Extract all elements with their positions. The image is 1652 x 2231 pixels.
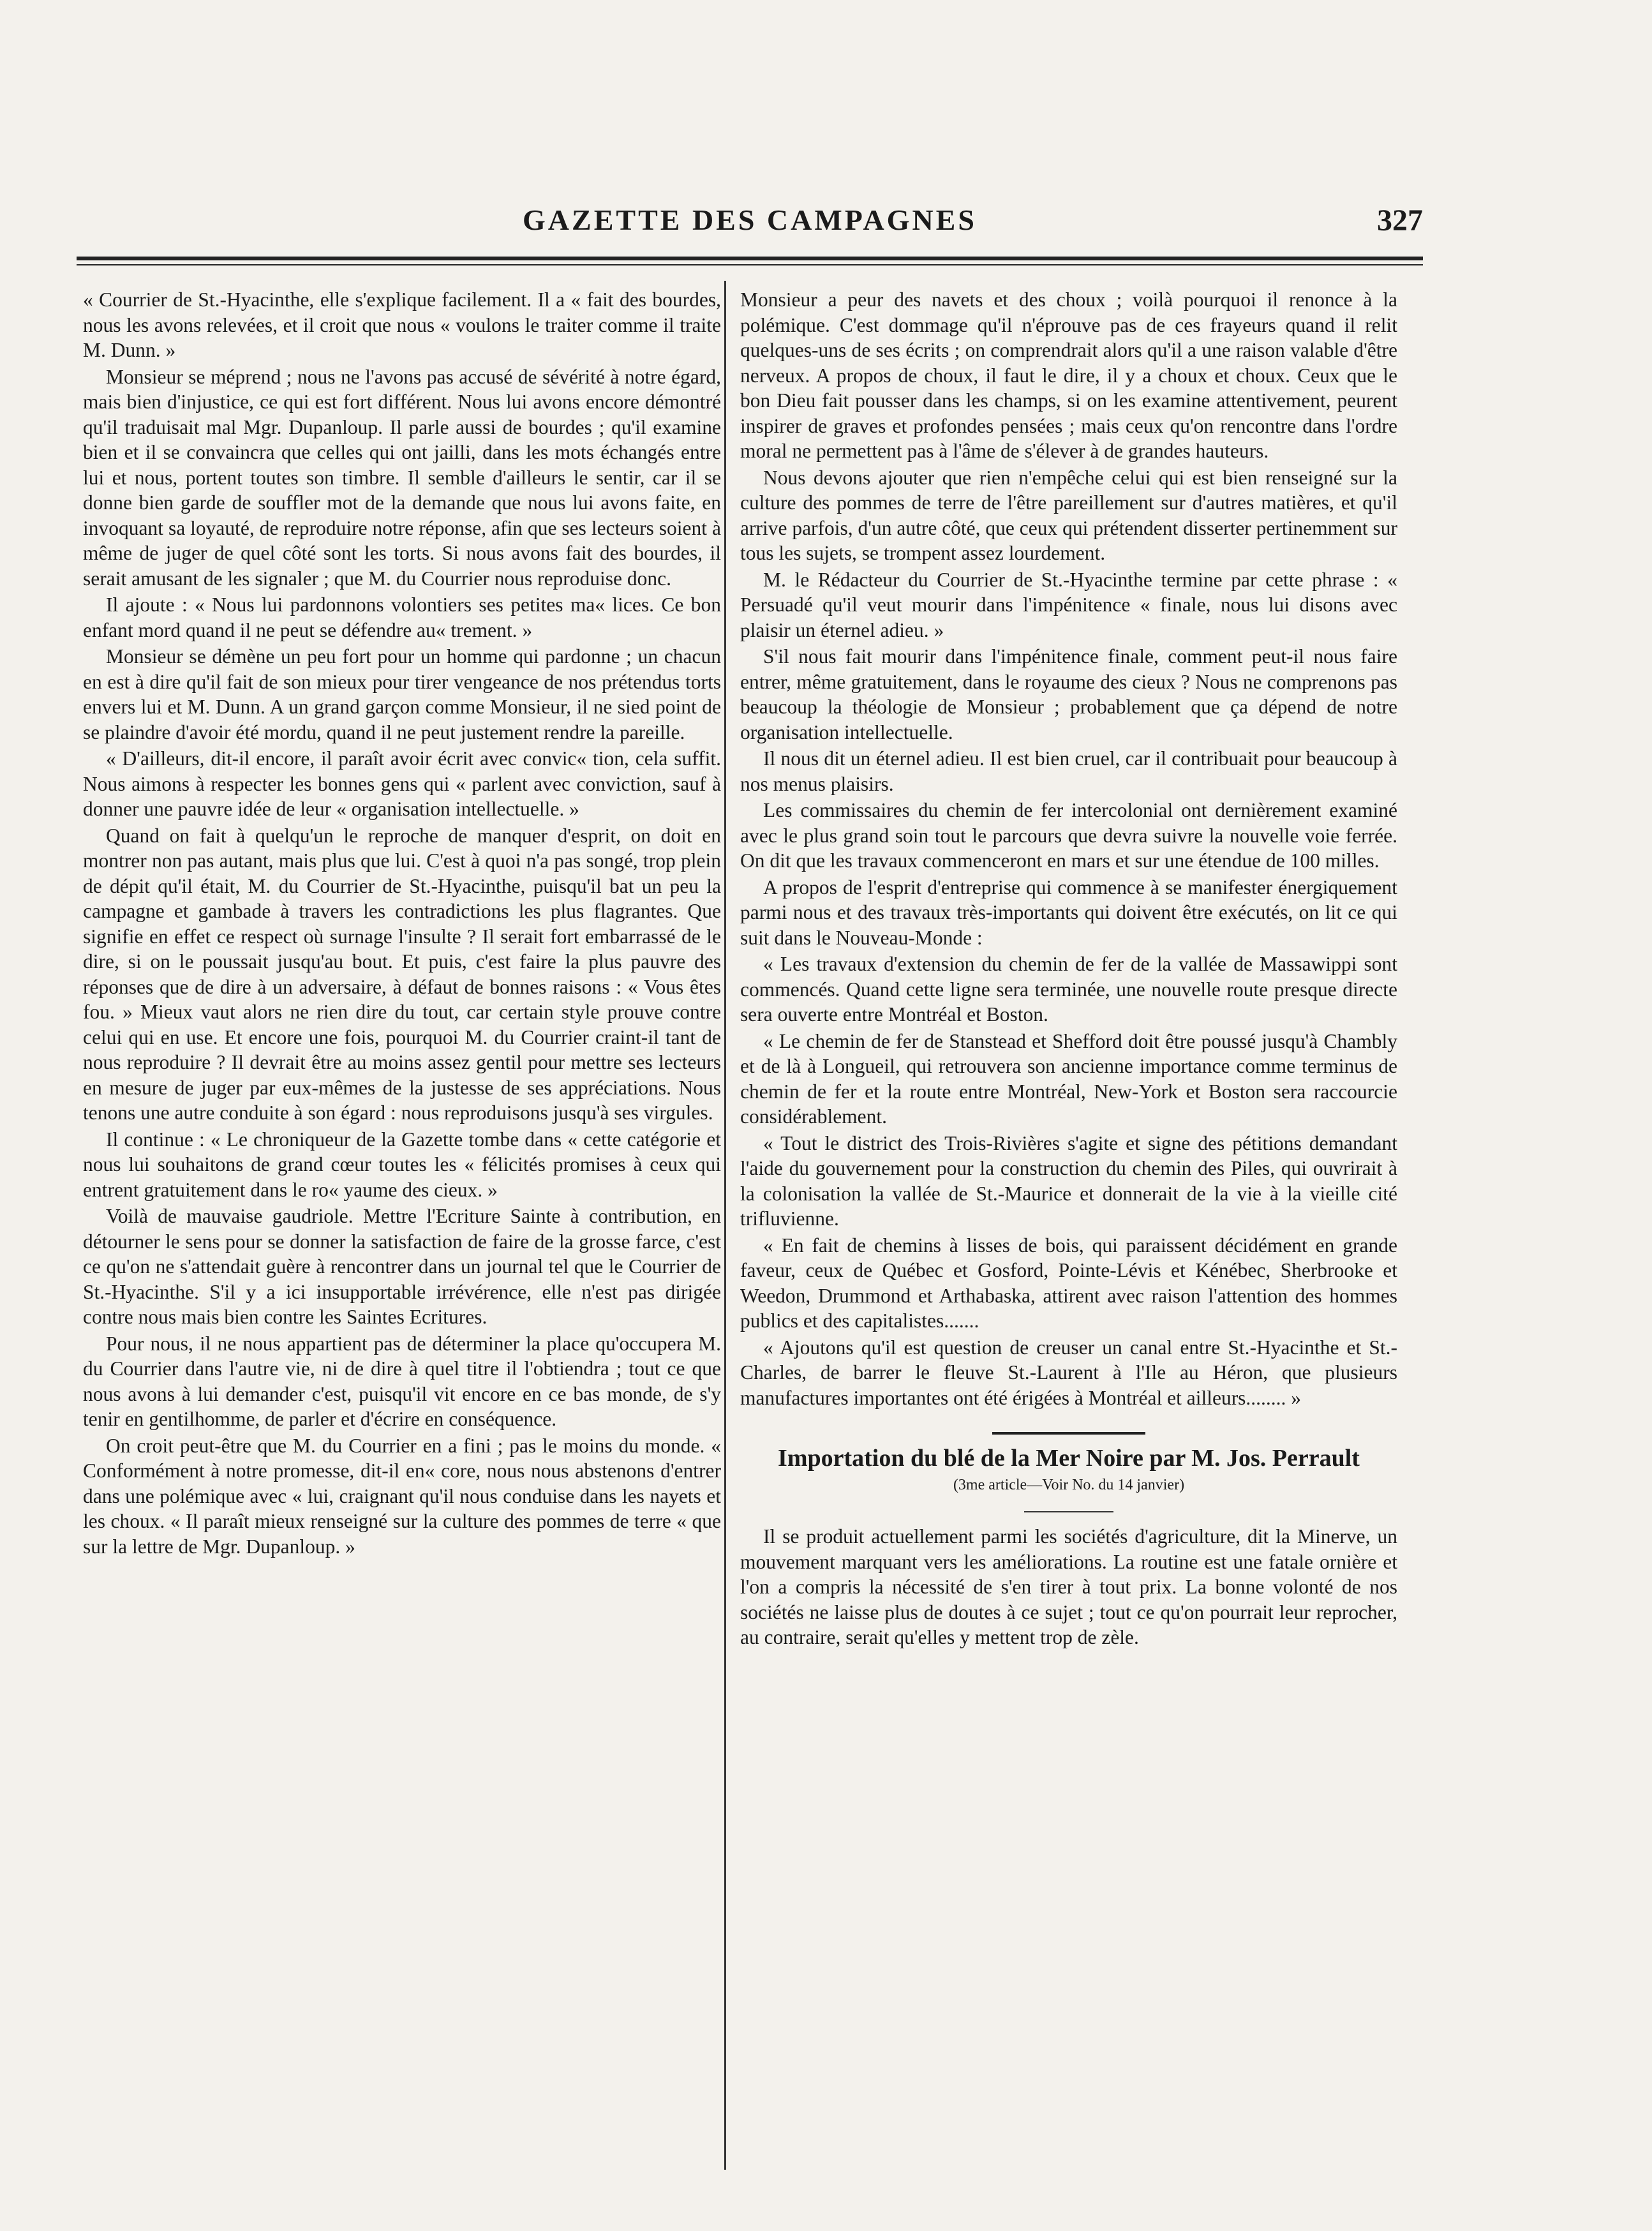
paragraph: « Courrier de St.-Hyacinthe, elle s'explique facilement. Il a « fait des bourdes, nous les avons relevées, et il croit que nous « voulons le traiter comme il traite M. Dunn. » [83, 288, 721, 361]
paragraph: « Tout le district des Trois-Rivières s'agite et signe des pétitions demandant l'aide du gouvernement pour la construction du chemin des Piles, qui ouvrirait à la colonisation la vallée de St.-Maurice et donnerait de la vie à la vieille cité trifluvienne. [740, 1131, 1397, 1230]
section-body: Il se produit actuellement parmi les sociétés d'agriculture, dit la Minerve, un mouvement marquant vers les améliorations. La routine est une fatale ornière et l'on a compris la nécessité de s'en tirer à tout prix. La bonne volonté de nos sociétés ne laisse plus de doutes à ce sujet ; tout ce qu'on pourrait leur reprocher, au contraire, serait qu'elles y mettent trop de zèle. [740, 1525, 1397, 1648]
section-title: Importation du blé de la Mer Noire par M. Jos. Perrault [778, 1445, 1360, 1472]
page-number: 327 [1377, 204, 1423, 237]
paragraph: Nous devons ajouter que rien n'empêche celui qui est bien renseigné sur la culture des pommes de terre de l'être pareillement sur d'autres matières, et qu'il arrive parfois, d'un autre côté, que ceux qui prétendent disserter pertinemment sur tous les sujets, se trompent assez lourdement. [740, 466, 1397, 564]
paragraph: A propos de l'esprit d'entreprise qui commence à se manifester énergiquement parmi nous et des travaux très-importants qui doivent être exécutés, on lit ce qui suit dans le Nouveau-Monde : [740, 876, 1397, 949]
paragraph: S'il nous fait mourir dans l'impénitence finale, comment peut-il nous faire entrer, même gratuitement, dans le royaume des cieux ? Nous ne comprenons pas beaucoup la théologie de Monsieur ; probablement que ça dépend de notre organisation intellectuelle. [740, 645, 1397, 743]
section-subtitle: (3me article—Voir No. du 14 janvier) [953, 1477, 1185, 1493]
section-short-rule [1024, 1511, 1113, 1512]
header-rule-thin [77, 264, 1423, 265]
header-rule-thick [77, 257, 1423, 260]
newspaper-title: GAZETTE DES CAMPAGNES [523, 204, 977, 236]
paragraph: On croit peut-être que M. du Courrier en a fini ; pas le moins du monde. « Conformément à notre promesse, dit-il en« core, nous nous abstenons d'entrer dans une polémique avec « lui, craignant qu'il nous conduise dans les nayets et les choux. « Il paraît mieux renseigné sur la culture des pommes de terre « que sur la lettre de Mgr. Dupanloup. » [83, 1434, 721, 1558]
paragraph: Il nous dit un éternel adieu. Il est bien cruel, car il contribuait pour beaucoup à nos menus plaisirs. [740, 747, 1397, 795]
page-header [77, 203, 1423, 244]
paragraph: Pour nous, il ne nous appartient pas de déterminer la place qu'occupera M. du Courrier dans l'autre vie, ni de dire à quel titre il l'obtiendra ; tout ce que nous avons à lui demander c'est, puisqu'il vit encore en ce bas monde, de s'y tenir en gentilhomme, de parler et d'écrire en conséquence. [83, 1332, 721, 1430]
paragraph: Monsieur a peur des navets et des choux ; voilà pourquoi il renonce à la polémique. C'est dommage qu'il n'éprouve pas de ces frayeurs quand il relit quelques-uns de ses écrits ; on comprendrait alors qu'il a une raison valable d'être nerveux. A propos de choux, il faut le dire, il y a choux et choux. Ceux que le bon Dieu fait pousser dans les champs, si on les examine attentivement, peurent inspirer de graves et profondes pensées ; mais ceux qu'on rencontre dans l'ordre moral ne permettent pas à l'âme de s'élever à de grandes hauteurs. [740, 288, 1397, 462]
column-divider [724, 281, 726, 2170]
paragraph: Monsieur se démène un peu fort pour un homme qui pardonne ; un chacun en est à dire qu'il fait de son mieux pour tirer vengeance de nos prétendus torts envers lui et M. Dunn. A un grand garçon comme Monsieur, il ne sied point de se plaindre d'avoir été mordu, quand il ne peut justement rendre la pareille. [83, 645, 721, 743]
paragraph: « Le chemin de fer de Stanstead et Shefford doit être poussé jusqu'à Chambly et de là à Longueil, qui retrouvera son ancienne importance comme terminus de chemin de fer et la route entre Montréal, New-York et Boston sera raccourcie considérablement. [740, 1029, 1397, 1128]
paragraph: M. le Rédacteur du Courrier de St.-Hyacinthe termine par cette phrase : « Persuadé qu'il veut mourir dans l'impénitence « finale, nous lui disons avec plaisir un éternel adieu. » [740, 568, 1397, 641]
paragraph: Les commissaires du chemin de fer intercolonial ont dernièrement examiné avec le plus grand soin tout le parcours que devra suivre la nouvelle voie ferrée. On dit que les travaux commenceront en mars et sur une étendue de 100 milles. [740, 799, 1397, 872]
paragraph: Voilà de mauvaise gaudriole. Mettre l'Ecriture Sainte à contribution, en détourner le sens pour se donner la satisfaction de faire de la grosse farce, c'est ce qu'on ne s'attendait guère à rencontrer dans un journal tel que le Courrier de St.-Hyacinthe. S'il y a ici insupportable irrévérence, elle n'est pas dirigée contre nous mais bien contre les Saintes Ecritures. [83, 1205, 721, 1328]
section-rule [992, 1432, 1145, 1435]
paragraph: « Ajoutons qu'il est question de creuser un canal entre St.-Hyacinthe et St.-Charles, de barrer le fleuve St.-Laurent à l'Ile au Héron, que plusieurs manufactures importantes ont été érigées à Montréal et ailleurs........ » [740, 1336, 1397, 1409]
paragraph: Monsieur se méprend ; nous ne l'avons pas accusé de sévérité à notre égard, mais bien d'injustice, ce qui est fort différent. Nous lui avons encore démontré qu'il traduisait mal Mgr. Dupanloup. Il parle aussi de bourdes ; qu'il examine bien et il se convaincra que celles qui ont jailli, dans les mots échangés entre lui et nous, portent toutes son timbre. Il semble d'ailleurs le sentir, car il se donne bien garde de souffler mot de la demande que nous lui avons faite, en invoquant sa loyauté, de reproduire notre réponse, afin que ses lecteurs soient à même de juger de quel côté sont les torts. Si nous avons fait des bourdes, il serait amusant de les signaler ; que M. du Courrier nous reproduise donc. [83, 365, 721, 590]
paragraph: Il continue : « Le chroniqueur de la Gazette tombe dans « cette catégorie et nous lui souhaitons de grand cœur toutes les « félicités promises à ceux qui entrent gratuitement dans le ro« yaume des cieux. » [83, 1128, 721, 1201]
paragraph: Il ajoute : « Nous lui pardonnons volontiers ses petites ma« lices. Ce bon enfant mord quand il ne peut se défendre au« trement. » [83, 593, 721, 641]
paragraph: « Les travaux d'extension du chemin de fer de la vallée de Massawippi sont commencés. Quand cette ligne sera terminée, une nouvelle route presque directe sera ouverte entre Montréal et Boston. [740, 953, 1397, 1026]
paragraph: Quand on fait à quelqu'un le reproche de manquer d'esprit, on doit en montrer non pas autant, mais plus que lui. C'est à quoi n'a pas songé, trop plein de dépit qu'il était, M. du Courrier de St.-Hyacinthe, puisqu'il bat un peu la campagne et gambade à travers les contradictions les plus flagrantes. Que signifie en effet ce respect où surnage l'insulte ? Il serait fort embarrassé de le dire, si on le poussait jusqu'au bout. Et puis, c'est faire la plus pauvre des réponses que de dire à un adversaire, à défaut de bonnes raisons : « Vous êtes fou. » Mieux vaut alors ne rien dire du tout, car certain style prouve contre celui qui en use. Et encore une fois, pourquoi M. du Courrier craint-il tant de nous reproduire ? Il devrait être au moins assez gentil pour mettre ses lecteurs en mesure de juger par eux-mêmes de la justesse de ses appréciations. Nous tenons une autre conduite à son égard : nous reproduisons jusqu'à ses virgules. [83, 824, 721, 1124]
paragraph: « D'ailleurs, dit-il encore, il paraît avoir écrit avec convic« tion, cela suffit. Nous aimons à respecter les bonnes gens qui « parlent avec conviction, sauf à donner une pauvre idée de leur « organisation intellectuelle. » [83, 747, 721, 820]
paragraph: « En fait de chemins à lisses de bois, qui paraissent décidément en grande faveur, ceux de Québec et Gosford, Pointe-Lévis et Kénébec, Sherbrooke et Weedon, Drummond et Arthabaska, attirent avec raison l'attention des hommes publics et des capitalistes....... [740, 1234, 1397, 1332]
left-column [83, 287, 721, 1560]
right-column [740, 287, 1397, 1652]
